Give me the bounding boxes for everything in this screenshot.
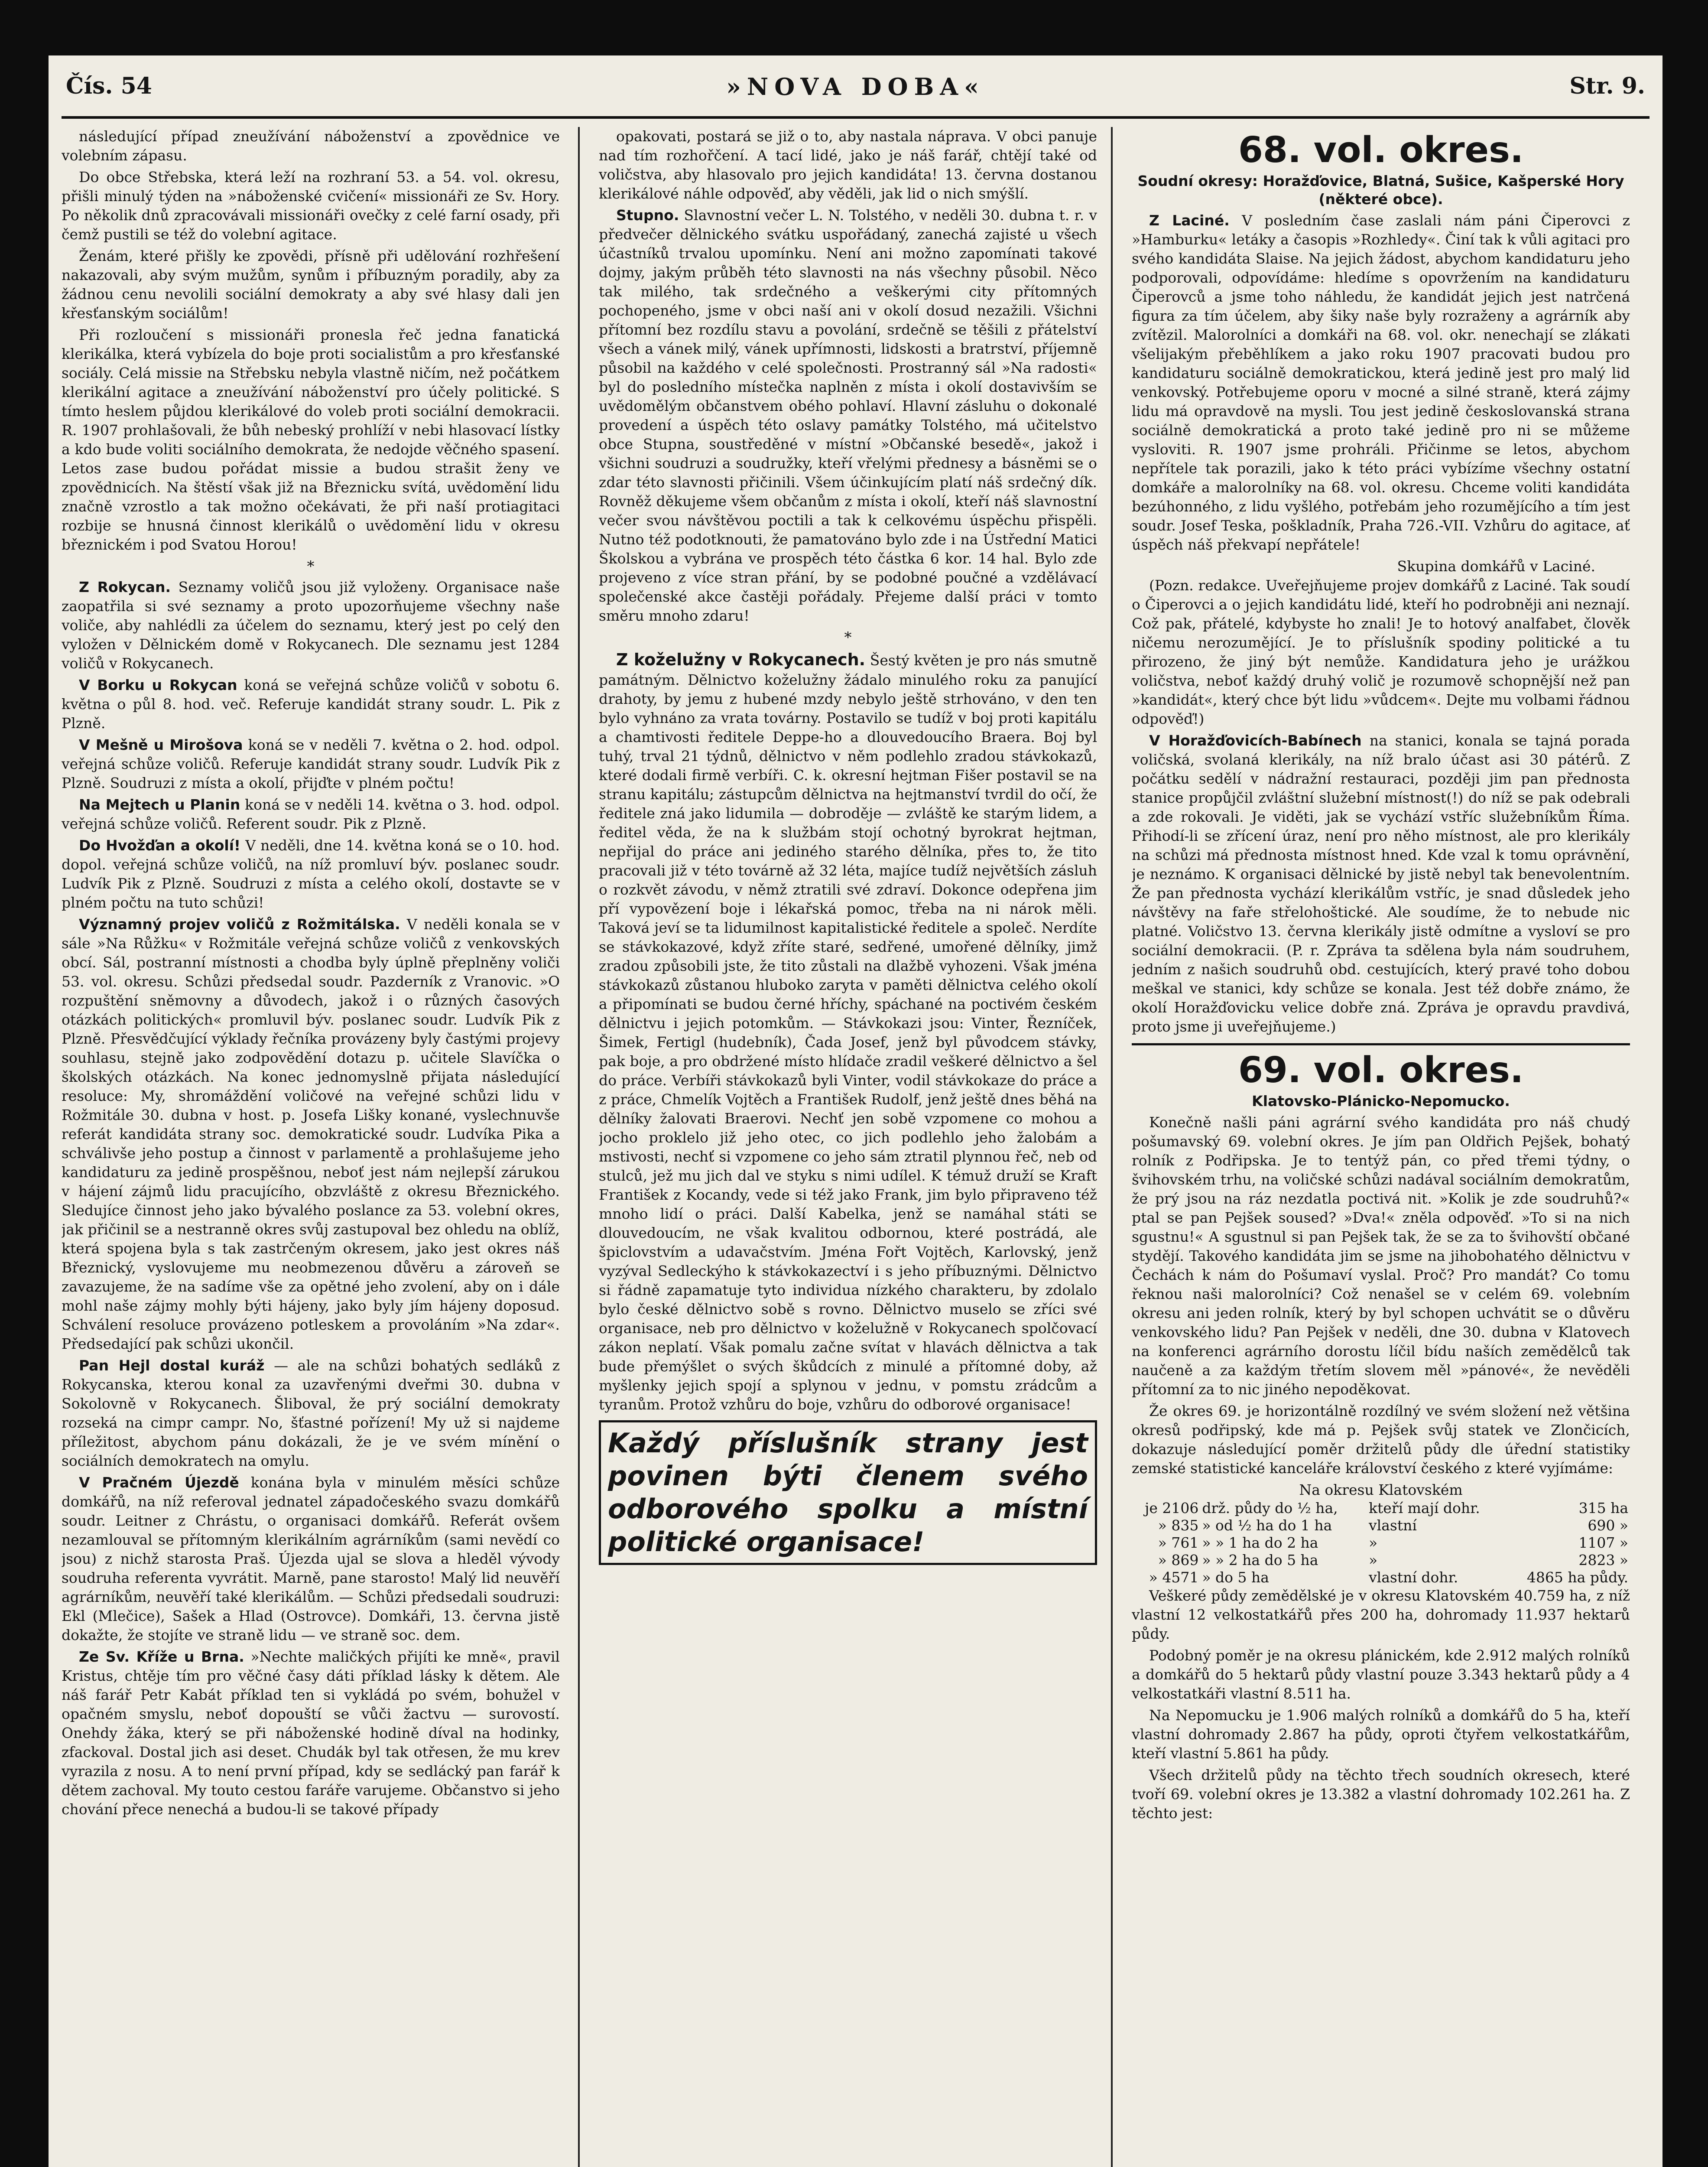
article-paragraph [62,1356,560,1471]
article-lead-heading: Významný projev voličů z Rožmitálska. [79,916,400,933]
article-paragraph [599,206,1097,625]
article-text: na stanici, konala se tajná porada voličská, svolaná klerikály, na níž bralo účast asi 30 pátérů. Z počátku sedělí v nádražní restauraci, později jim pan přednosta stanice propůjčil zvláštní služební místnost(!) do níž se pak odebrali a zde rokovali. Je viděti, jak se vychází vstříc služebníkům Říma. Přihodí-li se zřícení úraz, není pro něho místnost, ale pro klerikály na schůzi má přednosta místnost hned. Kde vzal k tomu oprávnění, je neznámo. K organisaci dělnické by jistě nebyl tak benevolentním. Že pan přednosta vychází klerikálům vstříc, je snad důsledek jeho návštěvy na faře střelohoštické. Ale soudíme, že to nebude nic platné. Voličstvo 13. června klerikály jistě odmítne a vysloví se pro sociální demokracii. (P. r. Zpráva ta sdělena byla nám soudruhem, jedním z našich soudruhů obd. cestujících, který pravé toho dobou meškal ve stanici, kdy schůze se konala. Jest též dobře známo, že okolí Horažďovicku velice dobře zná. Zpráva je opravdu pravdivá, proto jsme ji uveřejňujeme.) [1132,732,1630,1035]
article-paragraph [62,676,560,733]
article-text: následující případ zneužívání náboženství a zpovědnice ve volebním zápasu. [62,128,560,164]
article-paragraph [1132,1646,1630,1703]
article-paragraph [1132,1706,1630,1763]
article-paragraph [62,795,560,833]
table-cell: kteří mají dohr. [1369,1500,1480,1516]
article-lead-heading: V Mešně u Mirošova [79,736,243,753]
district-68-title: 68. vol. okres. [1238,130,1524,171]
column-divider [1111,127,1113,2167]
section-separator: * [844,629,852,646]
article-paragraph [62,578,560,673]
table-cell: » 869 [1158,1552,1199,1568]
article-lead-heading: Z Rokycan. [79,579,171,595]
article-text: Konečně našli páni agrární svého kandidáta pro náš chudý pošumavský 69. volební okres. Je jím pan Oldřich Pejšek, bohatý rolník z Podřipska. Je to tentýž pán, co před třemi týdny, o švihovském trhu, na voličské schůzi nadával sociálním demokratům, že prý jsou na ráz nezdatla poctivá nit. »Kolik je zde soudruhů?« ptal se pan Pejšek soused? »Dva!« zněla odpověď. »To si na nich sgustnu!« A sgustnul si pan Pejšek tak, že se za to švihovští občané stydějí. Takového kandidáta jim se jsme na jihobohatého dělnictvu v Čechách k nám do Pošumaví vyslal. Proč? Pro mandát? Co tomu řeknou naši malorolníci? Což nenašel se v celém 69. volebním okresu ani jeden rolník, který by byl schopen uchvátit se o důvěru venkovského lidu? Pan Pejšek v neděli, dne 30. dubna v Klatovech na konferenci agrárního dorostu líčil bídu naších zemědělců tak naučeně a za každým třetím slovem měl »pánové«, že nevěděli přítomní za to nic jiného nepoděkovat. [1132,1114,1630,1398]
table-row [1132,1552,1630,1569]
article-lead-heading: Pan Hejl dostal kuráž [79,1357,265,1374]
article-signature: Skupina domkářů v Laciné. [1397,558,1595,575]
table-cell: » [1369,1552,1378,1568]
district-68-subtitle: Soudní okresy: Horažďovice, Blatná, Sušice, Kašperské Hory (některé obce). [1137,172,1624,208]
article-text: Šestý květen je pro nás smutně památným. Dělnictvo koželužny žádalo minulého roku za panující drahoty, by jemu z hubené mzdy nebylo ještě strhováno, v den ten bylo vyhnáno za vrata továrny. Postavilo se tudíž v boj proti kapitálu a chamtivosti ředitele Deppe-ho a dlouvedoucího Braera. Boj byl tuhý, trval 21 týdnů, dělnictvo v něm podlehlo zradou stávkokazů, které dodali firmě verbíři. C. k. okresní hejtman Fišer postavil se na stranu kapitálu; zástupcům dělnictva na hejtmanství tvrdil do očí, že ředitele zná jako lidumila — dobroděje — zvláště ke starým lidem, a ředitel věda, že na k službám stojí ochotný byrokrat hejtman, nepřijal do práce ani jediného starého dělníka, přes to, že tito pracovali již v této továrně až 32 léta, majíce tudíž největších zásluh o rozkvět závodu, v němž ztratili své zdraví. Dokonce odepřena jim pří vypovězení boje i lékařská pomoc, třeba na ni nárok měli. Taková jeví se ta lidumilnost kapitalistické ředitele a společ. Nerdíte se stávkokazové, když zříte staré, sedřené, umořené dělníky, jimž zradou způsobili jste, že tito zůstali na dlažbě vyhozeni. Však jména stávkokazů zůstanou hluboko zaryta v paměti dělnictva celého okolí a připomínati se budou černé hříchy, spáchané na poctivém českém dělnictvu i jejich potomkům. — Stávkokazi jsou: Vinter, Řezníček, Šimek, Fertigl (hudebník), Čada Josef, jenž byl původcem stávky, pak boje, a pro obdržené místo hlídače zradil veškeré dělnictvo a šel do práce. Verbíři stávkokazů byli Vinter, vodil stávkokaze do práce a z práce, Chmelík Vojtěch a František Rudolf, jenž ještě dnes běhá na dělníky žalovati Braerovi. Nechť jen sobě vzpomene co mohou a jocho proklelo již jeho otec, co jich podlehlo jeho žalobám a mstivosti, nechť si vzpomene co jeho sám ztratil plynnou řeč, neb od stulců, jež mu jich dal ve styku s nimi udílel. K témuž druží se Kraft František z Kocandy, vede si též jako Frank, jim bylo připraveno též mnoho lidí o práci. Další Kabelka, jenž se namáhal státi se dlouvedoucím, ne však kvalitou odbornou, které postrádá, ale špiclovstvím a udavačstvím. Jména Fořt Vojtěch, Karlovský, jenž vyzýval Sedleckýho k stávkokazectví i s jeho příbuznými. Dělnictvo si řádně zapamatuje tyto individua nízkého charakteru, by zdolalo bylo české dělnictvo sobě s rovno. Dělnictvo muselo se zříci své organisace, neb pro dělnictvo v koželužně v Rokycanech spolčovací zákon neplatí. Však pomalu začne svítat v hlavách dělnictva a tak bude přemýšlet o svých škůdcích z minulé a přítomné doby, až myšlenky jejich spojí a splynou v jednu, v pomstu zrádcům a tyranům. Protož vzhůru do boje, vzhůru do odborové organisace! [599,652,1097,1413]
column-1 [62,127,560,2167]
article-paragraph [599,649,1097,1414]
article-text: Na Nepomucku je 1.906 malých rolníků a domkářů do 5 ha, kteří vlastní dohromady 2.867 ha půdy, oproti čtyřem velkostatkářům, kteří vlastní 5.861 ha půdy. [1132,1707,1630,1762]
table-cell: » 835 [1158,1517,1199,1534]
article-text: Seznamy voličů jsou již vyloženy. Organisace naše zaopatřila si své seznamy a proto upozorňujeme všechny naše voliče, aby nahlédli za účelem do seznamu, který jest po celý den vyložen v Dělnickém domě v Rokycanech. Dle seznamu jest 1284 voličů v Rokycanech. [62,579,560,672]
article-paragraph [1132,1402,1630,1478]
article-text: Všech držitelů půdy na těchto třech soudních okresech, které tvoří 69. volební okres je 13.382 a vlastní dohromady 102.261 ha. Z těchto jest: [1132,1767,1630,1822]
article-paragraph [62,325,560,554]
article-text: Při rozloučení s missionáři pronesla řeč jedna fanatická klerikálka, která vybízela do boje proti socialistům a pro křesťanské sociály. Celá missie na Střebsku nebyla vlastně ničím, než počátkem klerikální agitace a zneužívání náboženství pro účely politické. S tímto heslem půjdou klerikálové do voleb proti sociální demokracii. R. 1907 prohlašovali, že bůh nebeský prohlíží v nebi hlasovací lístky a kdo bude voliti sociálního demokrata, že nedojde věčného spasení. Letos zase budou pořádat missie a budou strašit ženy ve zpovědnicích. Na štěstí však již na Březnicku svítá, uvědomění lidu značně vzrostlo a tak možno očekávati, že při naší protiagitaci rozbije se hnusná činnost klerikálů o uvědomění lidu v okresu březnickém i pod Svatou Horou! [62,326,560,553]
article-text: koná se v neděli 7. května o 2. hod. odpol. veřejná schůze voličů. Referuje kandidát strany soudr. Ludvík Pik z Plzně. Soudruzi z místa a okolí, přijďte v plném počtu! [62,736,560,791]
article-paragraph [62,836,560,912]
article-text: koná se v neděli 14. května o 3. hod. odpol. veřejná schůze voličů. Referent soudr. Pik z Plzně. [62,796,560,832]
article-text: »Nechte maličkých přijíti ke mně«, pravil Kristus, chtěje tím pro věčné časy dáti příklad lásky k dětem. Ale náš farář Petr Kabát příklad ten si vykládá po svém, bohužel v opačném smyslu, neboť dopouští se vůči žactvu — surovostí. Onehdy žáka, který se při náboženské hodině díval na hodinky, zfackoval. Dostal jich asi deset. Chudák byl tak otřesen, že mu krev vyrazila z nosu. A to není první případ, kdy se sedlácký pan farář k dětem zachoval. My touto cestou faráře varujeme. Občanstvo si jeho chování přece nenechá a budou-li se takové případy [62,1648,560,1818]
section-rule [1132,1043,1630,1045]
article-lead-heading: V Pračném Újezdě [79,1474,239,1491]
article-headline: Z koželužny v Rokycanech. [616,650,866,669]
landholding-table [1132,1500,1630,1586]
table-row [1132,1517,1630,1534]
table-cell: vlastní dohr. [1369,1569,1458,1586]
article-lead-heading: Stupno. [616,207,679,224]
article-text: Ženám, které přišly ke zpovědi, přísně při udělování rozhřešení nakazovali, aby svým mužům, synům i příbuzným poradily, aby za žádnou cenu nevolili sociální demokraty a aby své hlasy dali jen křesťanským sociálům! [62,247,560,322]
table-cell: je 2106 [1145,1500,1199,1516]
article-text: Že okres 69. je horizontálně rozdílný ve svém složení než většina okresů podřipský, kde má p. Pejšek svůj statek ve Zlončicích, dokazuje následující poměr držitelů půdy dle úřední statistiky zemské statistické kanceláře království českého z které vyjímáme: [1132,1402,1630,1477]
issue-number: Čís. 54 [66,73,152,99]
table-row [1132,1500,1630,1517]
article-paragraph [62,1473,560,1645]
article-lead-heading: Do Hvožďan a okolí! [79,837,241,854]
article-paragraph [1132,1766,1630,1823]
article-paragraph [62,127,560,165]
column-2 [599,127,1097,2167]
table-cell: » do 5 ha [1202,1569,1269,1586]
column-divider [578,127,580,2167]
article-text: — ale na schůzi bohatých sedláků z Rokycanska, kterou konal za uzavřenými dveřmi 30. dubna v Sokolovně v Rokycanech. Šliboval, že prý sociální demokraty rozseká na cimpr campr. No, šťastné pořízení! My už si najdeme příležitost, abychom pánu dokázali, že je ve svém mínění o sociálních demokratech na omylu. [62,1357,560,1469]
newspaper-page [49,55,1663,2167]
district-69-subtitle: Klatovsko-Plánicko-Nepomucko. [1252,1093,1510,1110]
section-separator: * [307,558,315,575]
article-lead-heading: V Borku u Rokycan [79,677,237,693]
district-69-title: 69. vol. okres. [1238,1050,1524,1091]
table-row [1132,1569,1630,1586]
article-text: Slavnostní večer L. N. Tolstého, v neděli 30. dubna t. r. v předvečer dělnického svátku uspořádaný, zanechá zajisté u všech účastníků trvalou upomínku. Není ani možno zapomínati takové dojmy, jakým průběh této slavnosti na nás všechny působil. Něco tak milého, tak srdečného a veškerými city přítomných pochopeného, jsme v obci naší ani v okolí dosud nezažili. Všichni přítomní bez rozdílu stavu a povolání, srdečně se těšili z přátelství všech a vánek milý, vánek upřímnosti, lidskosti a bratrství, příjemně působil na každého v celé společnosti. Prostranný sál »Na radosti« byl do posledního místečka naplněn z místa i okolí dostavivším se uvědomělým občanstvem obého pohlaví. Hlavní zásluhu o dokonalé provedení a úspěch této oslavy památky Tolstého, má učitelstvo obce Stupna, soustředěné v místní »Občanské besedě«, jakož i všichni soudruzi a soudružky, kteří vřelými přednesy a básněmi se o zdar této slavnosti přičinili. Všem účinkujícím platí náš srdečný dík. Rovněž děkujeme všem občanům z místa i okolí, kteří náš slavnostní večer svou návštěvou poctili a tak k celkovému úspěchu přispěli. Nutno též podotknouti, že pamatováno bylo zde i na Ústřední Matici Školskou a vybrána ve prospěch této částka 6 kor. 14 hal. Bylo zde projeveno z více stran přání, by se podobné poučné a vzdělávací společenské akce častěji pořádaly. Přejeme další práci v tomto směru mnoho zdaru! [599,207,1097,624]
article-text: opakovati, postará se již o to, aby nastala náprava. V obci panuje nad tím rozhořčení. A tací lidé, jako je náš farář, chtějí také od voličstva, aby hlasovalo pro jejich kandidáta! 13. června dostanou klerikálové náhle odpověď, aby věděli, jak lid o nich smýšlí. [599,128,1097,202]
table-cell: 315 ha [1578,1500,1628,1516]
article-paragraph [1132,211,1630,554]
table-cell: 2823 » [1578,1552,1628,1568]
article-paragraph [1132,576,1630,729]
article-paragraph [62,1647,560,1819]
article-paragraph [1132,731,1630,1036]
article-text: koná se veřejná schůze voličů v sobotu 6. května o půl 8. hod. več. Referuje kandidát strany soudr. L. Pik z Plzně. [62,677,560,732]
table-cell: 4865 ha půdy. [1526,1569,1628,1586]
table-cell: drž. půdy do ½ ha, [1202,1500,1338,1516]
article-lead-heading: V Horažďovicích-Babínech [1149,732,1362,749]
article-lead-heading: Z Laciné. [1149,212,1230,229]
page-number: Str. 9. [1569,73,1645,99]
table-cell: » 4571 [1149,1569,1199,1586]
article-paragraph [62,735,560,793]
stats-table-title: Na okresu Klatovském [1299,1481,1463,1498]
table-cell: vlastní [1369,1517,1417,1534]
article-text: Podobný poměr je na okresu plánickém, kde 2.912 malých rolníků a domkářů do 5 hektarů půdy vlastní pouze 3.343 hektarů půdy a 4 velkostatkáři vlastní 8.511 ha. [1132,1647,1630,1702]
article-text: Do obce Střebska, která leží na rozhraní 53. a 54. vol. okresu, přišli minulý týden na »náboženské cvičení« missionáři ze Sv. Hory. Po několik dnů zpracovávali missionáři ovečky z celé farní osady, při čemž pustili se též do volební agitace. [62,169,560,243]
article-text: V neděli konala se v sále »Na Růžku« v Rožmitále veřejná schůze voličů z venkovských obcí. Sál, postranní místnosti a chodba byly úplně přeplněny voliči 53. vol. okresu. Schůzi předsedal soudr. Pazderník z Vranovic. »O rozpuštění sněmovny a důvodech, jakož i o různých časových otázkách politických« promluvil býv. poslanec soudr. Ludvík Pik z Plzně. Přesvědčující výklady řečníka provázeny byly častými projevy souhlasu, stejně jako zodpovědění dotazu p. učitele Slavíčka o školských otázkách. Na konec jednomyslně přijata následující resoluce: My, shromáždění voličové na veřejné schůzi lidu v Rožmitále 30. dubna v host. p. Josefa Lišky konané, vyslechnuvše referát kandidáta strany soc. demokratické soudr. Ludvíka Pika a schválivše jeho postup a činnost v parlamentě a prohlašujeme jeho kandidaturu za jedině prospěšnou, neboť jest nám nejlepší zárukou v hájení zájmů lidu pracujícího, obzvláště z okresu Březnického. Sledujíce činnost jeho jako bývalého poslance za 53. volební okres, jak přičinil se a nestranně okres svůj zastupoval bez ohledu na oblíž, která spojena byla s tak zastrčeným okresem, jako jest okres náš Březnický, vyslovujeme mu neobmezenou důvěru a zároveň se zavazujeme, že na sadíme vše za opětné jeho zvolení, aby on i dále mohl naše zájmy mohly býti hájeny, jako byly jím hájeny doposud. Schválení resoluce provázeno potleskem a provoláním »Na zdar«. Předsedající pak schůzi ukončil. [62,916,560,1352]
party-notice-box: Každý příslušník strany jest povinen býti členem svého odborového spolku a místní politické organisace! [599,1420,1097,1565]
article-lead-heading: Ze Sv. Kříže u Brna. [79,1648,244,1665]
table-cell: » 761 [1158,1534,1199,1551]
article-text: (Pozn. redakce. Uveřejňujeme projev domkářů z Laciné. Tak soudí o Čiperovci a o jejich kandidátu lidé, kteří ho podrobněji ani neznají. Což pak, přátelé, kdybyste ho znali! Je to hotový analfabet, člověk ničemu nerozumějící. Je to příslušník spodiny politické a tu přirozeno, že jiný být nemůže. Kandidatura jeho je urážkou voličstva, neboť každý druhý volič je rozumově schopnější než pan »kandidát«, který chce být lidu »vůdcem«. Dejte mu volbami řádnou odpověď!) [1132,577,1630,727]
table-cell: 1107 » [1578,1534,1628,1551]
table-row [1132,1534,1630,1552]
table-cell: » [1369,1534,1378,1551]
article-text: V posledním čase zaslali nám páni Čiperovci z »Hamburku« letáky a časopis »Rozhledy«. Činí tak k vůli agitaci pro svého kandidáta Slaise. Na jejich žádost, abychom kandidaturu jeho podporovali, odpovídáme: hledíme s opovržením na kandidaturu Čiperovců a jsme toho náhledu, že kandidát jejich jest natrčená figura za tím účelem, aby šiky naše byly rozraženy a agrárník aby zvítězil. Malorolníci a domkáři na 68. vol. okr. nenechají se zlákati všelijakým přeběhlíkem a jako roku 1907 pracovati budou pro kandidaturu sociálně demokratickou, která jedině jest pro malý lid venkovský. Potřebujeme oporu v mocné a silné straně, která zájmy lidu má opravdově na mysli. Tou jest jedině českoslovanská strana sociálně demokratická a proto také jedině pro ni se můžeme vysloviti. R. 1907 jsme prohráli. Přičinme se letos, abychom nepřítele tak porazili, jako k této práci vybízíme všechny ostatní domkáře a malorolníky na 68. vol. okresu. Chceme voliti kandidáta bezúhonného, z lidu vyšlého, potřebám jeho rozumějícího a tím jest soudr. Josef Teska, poškladník, Praha 726.-VII. Vzhůru do agitace, ať úspěch náš překvapí nepřátele! [1132,212,1630,553]
article-text: Veškeré půdy zemědělské je v okresu Klatovském 40.759 ha, z níž vlastní 12 velkostatkářů přes 200 ha, dohromady 11.937 hektarů půdy. [1132,1587,1630,1642]
article-text: konána byla v minulém měsíci schůze domkářů, na níž referoval jednatel západočeského svazu domkářů soudr. Leitner z Chrástu, o organisaci domkářů. Referát ovšem nezamlouval se přítomným klerikálním agrárníkům (sami nevědí co jsou) z nichž starosta Praš. Újezda ujal se slova a hleděl vývody soudruha referenta vyvrátit. Marně, pane starosto! Malý lid neuvěří agrárníkům, neuvěří také klerikálům. — Schůzi předsedali soudruzi: Ekl (Mlečice), Sašek a Hlad (Ostrovce). Domkáři, 13. června jistě dokažte, že stojíte ve straně lidu — ve straně soc. dem. [62,1474,560,1643]
newspaper-title: »NOVA DOBA« [726,73,985,101]
article-lead-heading: Na Mejtech u Planin [79,796,240,813]
article-text: V neděli, dne 14. května koná se o 10. hod. dopol. veřejná schůze voličů, na níž promluví býv. poslanec soudr. Ludvík Pik z Plzně. Soudruzi z místa a celého okolí, dostavte se v plném počtu na tuto schůzi! [62,837,560,911]
article-paragraph [599,127,1097,203]
article-paragraph [1132,1586,1630,1643]
table-cell: 690 » [1588,1517,1628,1534]
article-paragraph [62,168,560,244]
masthead [66,73,1645,112]
article-paragraph [62,915,560,1354]
article-paragraph [62,247,560,323]
table-cell: » » 2 ha do 5 ha [1202,1552,1318,1568]
masthead-rule [62,116,1650,119]
column-3 [1132,127,1630,2167]
article-paragraph [1132,1113,1630,1399]
table-cell: » od ½ ha do 1 ha [1202,1517,1332,1534]
table-cell: » » 1 ha do 2 ha [1202,1534,1318,1551]
